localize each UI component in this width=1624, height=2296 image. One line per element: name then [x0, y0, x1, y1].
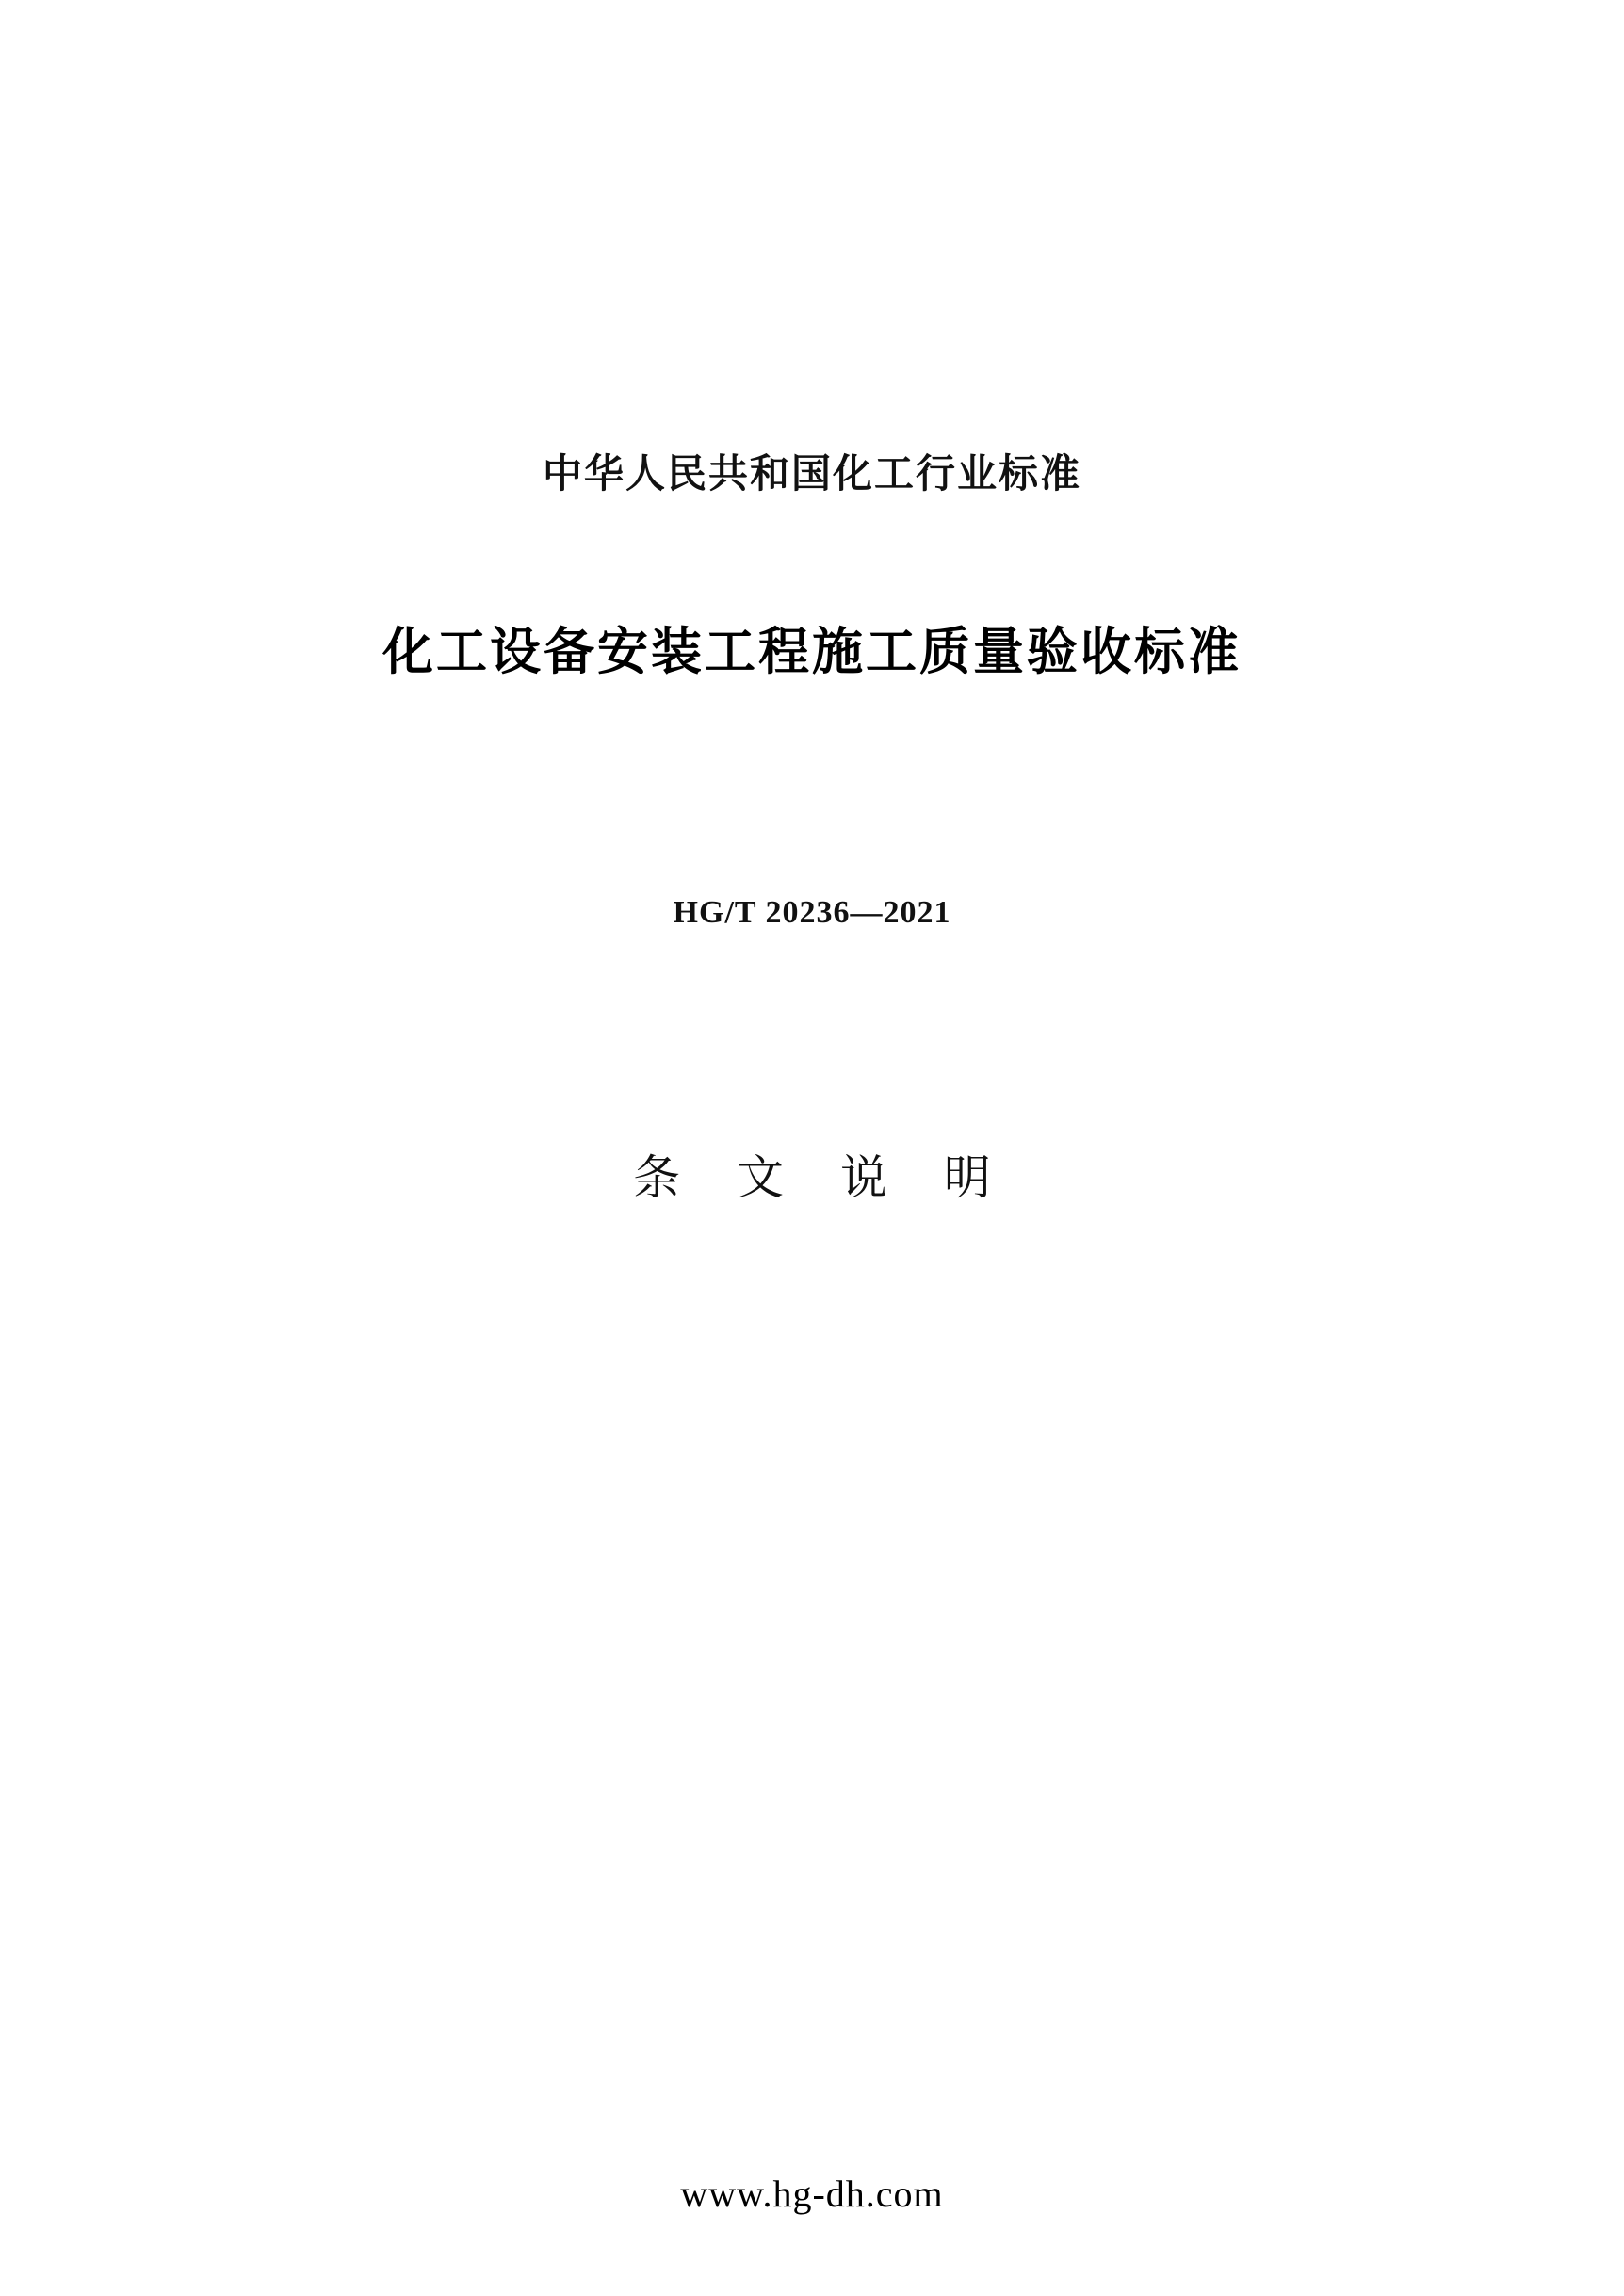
document-subtitle: 条 文 说 明 — [633, 1150, 1012, 1205]
document-title: 化工设备安装工程施工质量验收标准 — [382, 622, 1242, 681]
standard-organization-line: 中华人民共和国化工行业标准 — [542, 450, 1081, 497]
standard-code: HG/T 20236—2021 — [673, 895, 951, 930]
footer-website-url: www.hg-dh.com — [680, 2173, 944, 2215]
